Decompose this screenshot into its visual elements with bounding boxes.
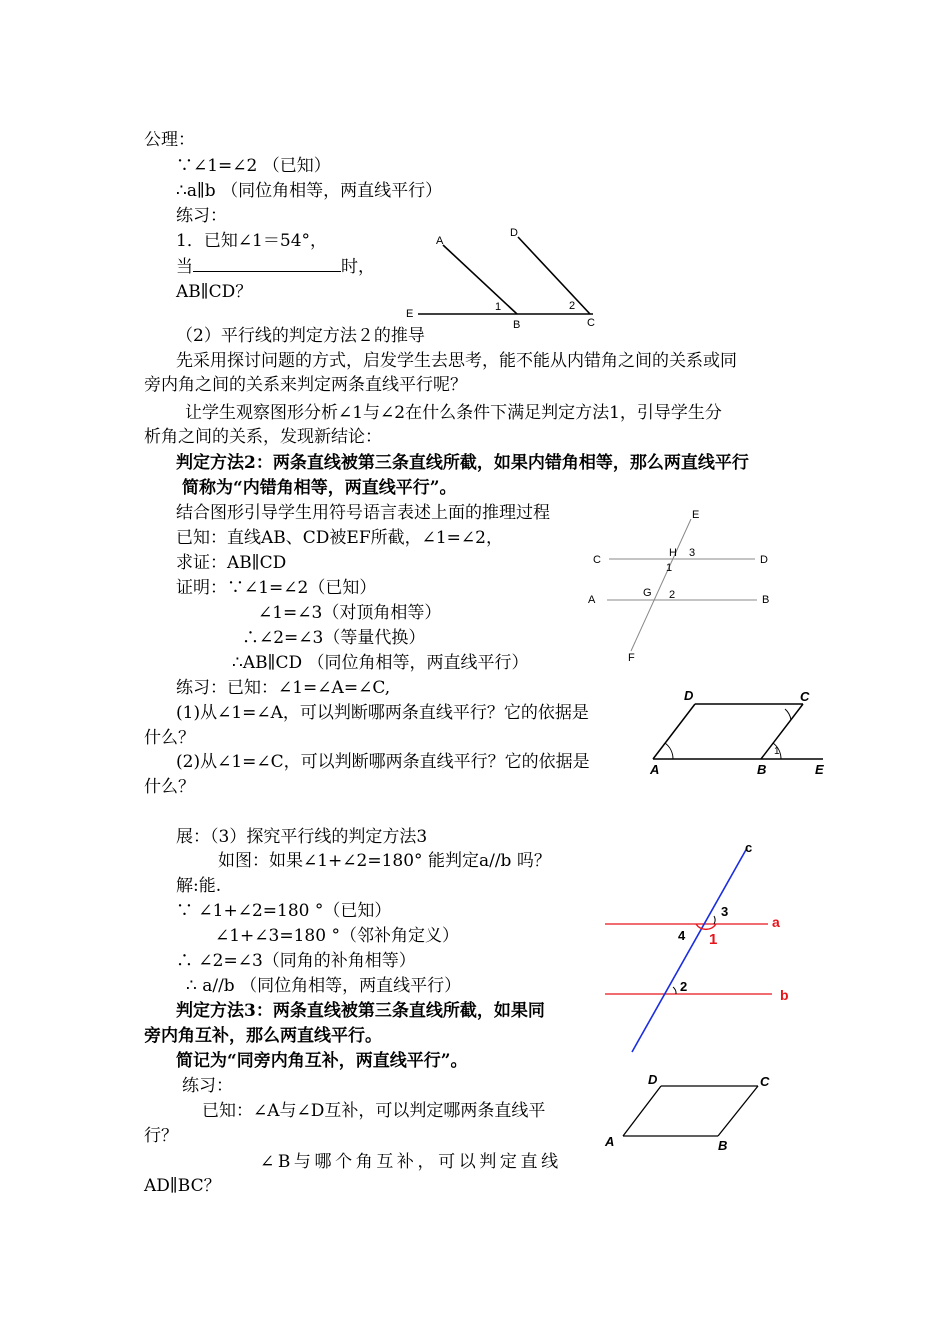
axiom-line1: ∵∠1=∠2 （已知） [176, 156, 331, 176]
section2-p2-line1: 让学生观察图形分析∠1与∠2在什么条件下满足判定方法1，引导学生分 [185, 403, 722, 423]
fig1-angle-2: 2 [569, 300, 576, 312]
fig2-angle-3: 3 [689, 547, 696, 559]
section2-p1-line1: 先采用探讨问题的方式，启发学生去思考，能不能从内错角之间的关系或同 [176, 351, 737, 371]
fig4-angle-4: 4 [678, 928, 686, 943]
fig2-angle-1: 1 [666, 562, 673, 574]
proof-step3: ∴∠2=∠3（等量代换） [242, 628, 426, 648]
proof-step1: 证明：∵∠1=∠2（已知） [176, 578, 377, 598]
fig4-label-a: a [772, 914, 780, 930]
section2-p2-line2: 析角之间的关系，发现新结论： [144, 427, 382, 447]
angle-3-arc [714, 916, 715, 924]
angle-1-arc [696, 924, 716, 929]
question1-text: 1．已知∠1＝54°， [176, 231, 328, 251]
fig2-label-g: G [643, 587, 652, 599]
line-ad [653, 704, 695, 759]
line-ef [631, 519, 691, 651]
fig5-label-a: A [605, 1134, 615, 1149]
question1-suffix: 时， [341, 257, 375, 277]
angle-a-arc [665, 743, 673, 759]
fig3-label-b: B [757, 762, 767, 777]
section3-practice-q2-line2: AD∥BC？ [144, 1176, 221, 1196]
rule2-short: 简称为“内错角相等，两直线平行”。 [182, 478, 457, 498]
prove-text: 求证：AB∥CD [176, 553, 287, 573]
fig2-label-f: F [628, 652, 635, 664]
fig2-angle-2: 2 [669, 589, 676, 601]
fig4-angle-1: 1 [709, 931, 718, 948]
exercise-q2-line1: (2)从∠1=∠C，可以判断哪两条直线平行？它的依据是 [176, 752, 590, 772]
section3-question: 如图：如果∠1+∠2=180° 能判定a//b 吗？ [218, 851, 551, 871]
fig1-label-d: D [510, 227, 518, 239]
section3-answer: 解:能. [176, 876, 222, 896]
question1-condition [176, 255, 375, 278]
given-text: 已知：直线AB、CD被EF所截，∠1=∠2， [176, 528, 503, 548]
line-dc [518, 237, 590, 314]
figure-co-interior-angles [600, 840, 810, 1060]
fig1-angle-1: 1 [495, 301, 502, 313]
exercise-q1-line1: (1)从∠1=∠A，可以判断哪两条直线平行？它的依据是 [176, 703, 589, 723]
fig1-label-c: C [587, 317, 595, 329]
fig3-label-a: A [650, 762, 660, 777]
fig3-label-e: E [815, 762, 824, 777]
fig1-label-b: B [513, 319, 521, 331]
exercise-q1-line2: 什么？ [144, 728, 195, 748]
line-ad [623, 1086, 661, 1136]
section3-practice-q1-line2: 行？ [144, 1126, 178, 1146]
rule3-line1: 判定方法3：两条直线被第三条直线所截，如果同 [176, 1001, 545, 1021]
proof-step2: ∠1=∠3（对顶角相等） [258, 603, 442, 623]
fig4-angle-3: 3 [721, 904, 729, 919]
line-ab [443, 245, 517, 314]
fig5-label-d: D [648, 1072, 658, 1087]
angle-2-arc [673, 987, 676, 994]
section3-title: 展：（3）探究平行线的判定方法3 [176, 827, 428, 847]
section3-practice-q1-line1: 已知：∠A与∠D互补，可以判定哪两条直线平 [202, 1101, 546, 1121]
section3-practice-q2-line1: ∠B与哪个角互补，可以判定直线 [260, 1152, 562, 1172]
fig1-label-e: E [406, 308, 414, 320]
section2-title: （2）平行线的判定方法２的推导 [176, 326, 425, 346]
fig4-label-c: c [745, 840, 753, 855]
line-cb [718, 1086, 758, 1136]
line-cb [761, 704, 803, 759]
fig3-label-c: C [800, 689, 810, 704]
fig1-label-a: A [436, 235, 444, 247]
fig2-label-h: H [669, 547, 677, 559]
exercise-given: 练习：已知：∠1=∠A=∠C, [176, 678, 391, 698]
fig2-label-b: B [762, 594, 770, 606]
fig2-label-c: C [593, 554, 601, 566]
fig2-label-a: A [588, 594, 596, 606]
exercise-q2-line2: 什么？ [144, 777, 195, 797]
section3-step4: ∴ a//b （同位角相等，两直线平行） [186, 976, 462, 996]
practice-label: 练习： [176, 206, 227, 226]
figure-parallelogram-abcd [598, 1068, 798, 1158]
fig3-label-d: D [684, 688, 694, 703]
section2-p1-line2: 旁内角之间的关系来判定两条直线平行呢？ [144, 375, 467, 395]
guide-text: 结合图形引导学生用符号语言表述上面的推理过程 [176, 503, 550, 523]
angle-c-arc [785, 709, 791, 720]
rule2-statement: 判定方法2：两条直线被第三条直线所截，如果内错角相等，那么两直线平行 [176, 453, 749, 473]
fig4-angle-2: 2 [680, 979, 688, 994]
rule3-line2: 旁内角互补，那么两直线平行。 [144, 1026, 382, 1046]
rule3-short: 简记为“同旁内角互补，两直线平行”。 [176, 1051, 468, 1071]
fig2-label-d: D [760, 554, 768, 566]
section3-step2: ∠1+∠3=180 °（邻补角定义） [215, 926, 459, 946]
section3-step3: ∴ ∠2=∠3（同角的补角相等） [176, 951, 416, 971]
figure-parallelogram-abe [640, 680, 840, 780]
fig5-label-b: B [718, 1138, 728, 1153]
fig5-label-c: C [760, 1074, 770, 1089]
figure-parallel-transversals [400, 225, 610, 335]
fig4-label-b: b [780, 987, 789, 1003]
line-c [632, 848, 747, 1052]
figure-alternate-angles [585, 505, 785, 665]
fig3-angle-1: 1 [774, 746, 780, 757]
answer-blank [193, 255, 341, 272]
section3-step1: ∵ ∠1+∠2=180 °（已知） [176, 901, 392, 921]
question1-target: AB∥CD？ [176, 282, 253, 302]
proof-step4: ∴AB∥CD （同位角相等，两直线平行） [232, 653, 529, 673]
section3-practice-label: 练习： [182, 1076, 233, 1096]
fig2-label-e: E [692, 509, 700, 521]
axiom-heading: 公理： [144, 130, 195, 150]
question1-prefix: 当 [176, 257, 193, 277]
axiom-line2: ∴a∥b （同位角相等，两直线平行） [176, 181, 443, 201]
